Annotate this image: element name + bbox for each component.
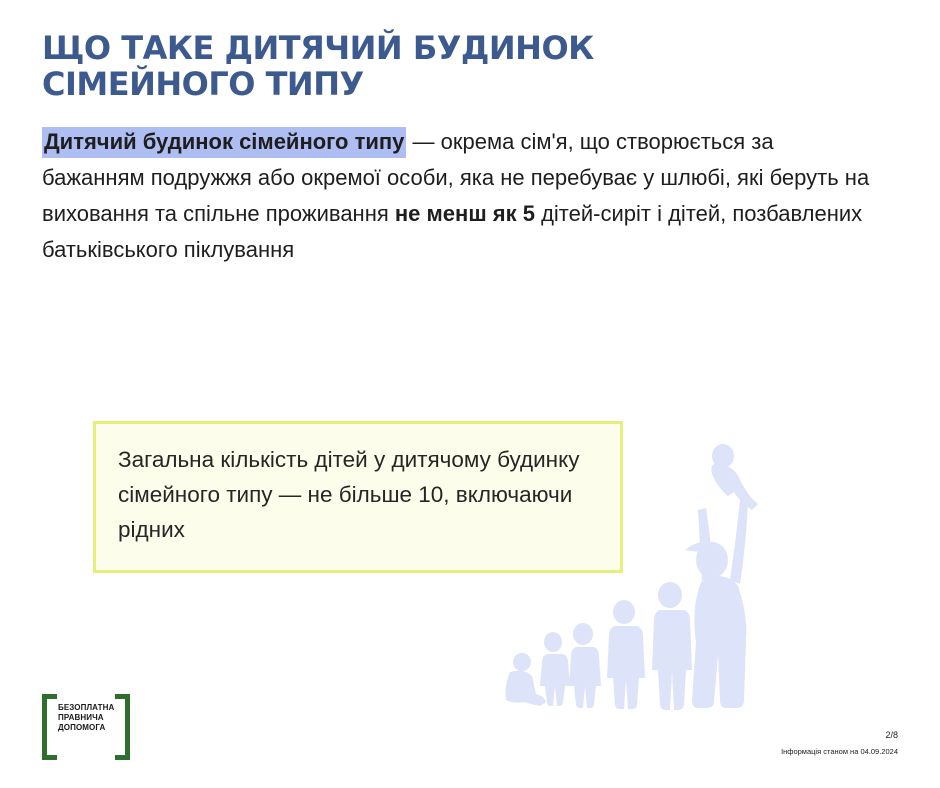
note-box (93, 421, 623, 573)
logo-left-bracket (42, 694, 57, 760)
logo-text (58, 703, 120, 733)
adult-silhouette (685, 500, 748, 708)
toddler-silhouette (506, 653, 547, 706)
logo-line1: БЕЗОПЛАТНА (58, 703, 115, 712)
child-silhouette-4 (540, 632, 570, 706)
page-title (42, 30, 594, 102)
definition-emphasis: не менш як 5 (394, 201, 535, 226)
page-title-line2: СІМЕЙНОГО ТИПУ (42, 65, 364, 103)
highlighted-term: Дитячий будинок сімейного типу (42, 127, 406, 158)
logo-line2: ПРАВНИЧА (58, 713, 104, 722)
definition-text-part2: дітей-сиріт і дітей, позбавлених батьківського піклування (42, 201, 863, 262)
logo (42, 694, 130, 756)
info-date: Інформація станом на 04.09.2024 (781, 747, 898, 756)
child-silhouette-3 (569, 623, 601, 708)
baby-silhouette (711, 444, 758, 510)
child-silhouette-2 (607, 600, 645, 709)
child-silhouette-1 (652, 582, 692, 710)
logo-line3: ДОПОМОГА (58, 723, 106, 732)
note-text: Загальна кількість дітей у дитячому будинку сімейного типу — не більше 10, включаючи рідних (118, 447, 580, 542)
definition-paragraph (42, 124, 882, 268)
page-title-line1: ЩО ТАКЕ ДИТЯЧИЙ БУДИНОК (42, 29, 594, 67)
definition-text-part1: — окрема сім'я, що створюється за бажанням подружжя або окремої особи, яка не перебуває у шлюбі, які беруть на виховання та спільне проживання (42, 129, 870, 226)
page-number: 2/8 (885, 730, 898, 740)
